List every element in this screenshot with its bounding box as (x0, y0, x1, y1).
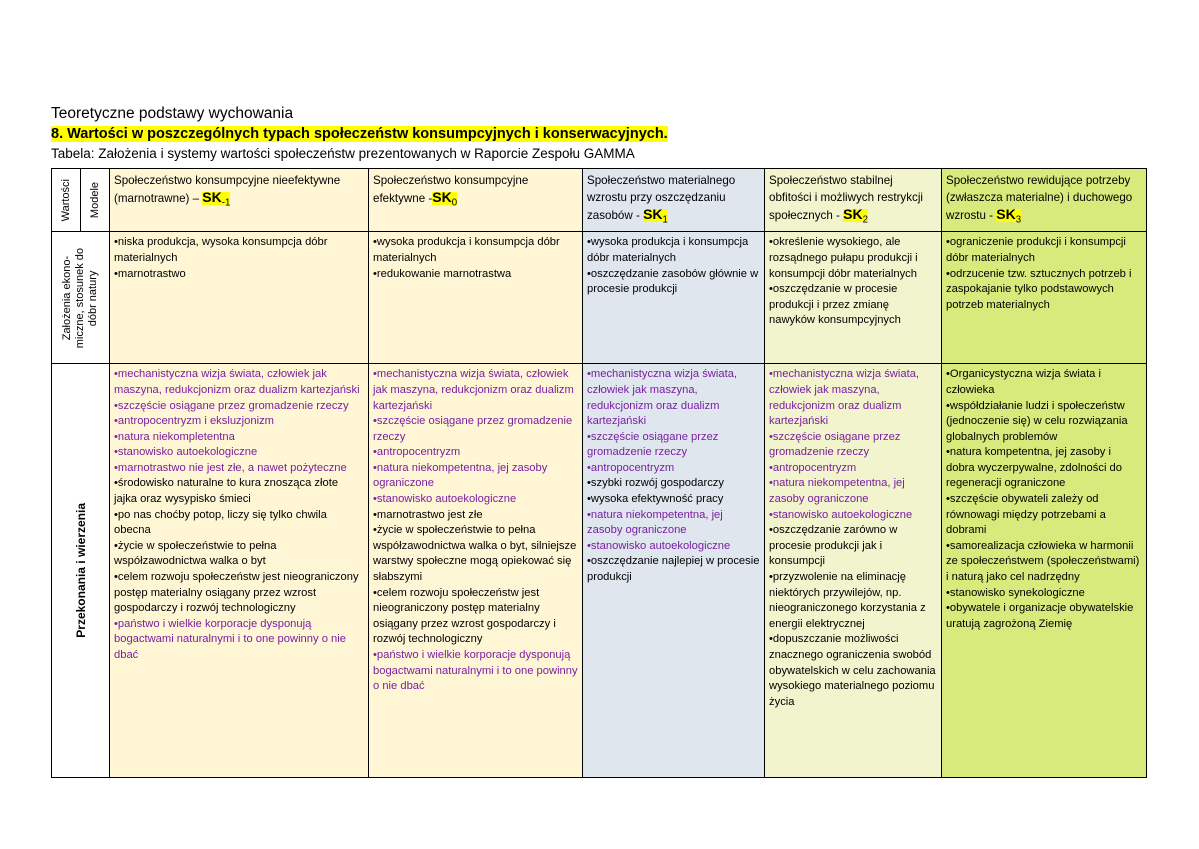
column-header-sk-1: Społeczeństwo konsumpcyjne nieefektywne (marnotrawne) – $SK_{-1}$ (110, 169, 369, 232)
corner-label-values: Wartości (52, 169, 81, 232)
cell-beliefs-sk0: •mechanistyczna wizja świata, człowiek jak maszyna, redukcjonizm oraz dualizm kartezjański •szczęście osiągane przez gromadzenie rzeczy •antropocentryzm •natura niekompetentna, jej zasoby ograniczone •stanowisko autoekologiczne •marnotrastwo jest złe •życie w społeczeństwie to pełna współzawodnictwa walka o byt, silniejsze warstwy społeczne mogą opiekować się słabszymi •celem rozwoju społeczeństw jest nieograniczony postęp materialny osiągany przez wzrost gospodarczy i rozwój technologiczny •państwo i wielkie korporacje dysponują bogactwami naturalnymi i to one powinny o nie dbać (369, 364, 583, 778)
section-title (51, 124, 1146, 144)
document (51, 104, 1146, 778)
cell-beliefs-sk-1: •mechanistyczna wizja świata, człowiek jak maszyna, redukcjonizm oraz dualizm kartezjański •szczęście osiągane przez gromadzenie rzeczy •antropocentryzm i eksluzjonizm •natura niekompletentna •stanowisko autoekologiczne •marnotrastwo nie jest złe, a nawet pożyteczne •środowisko naturalne to kura znosząca złote jajka oraz wysypisko śmieci •po nas choćby potop, liczy się tylko chwila obecna •życie w społeczeństwie to pełna współzawodnictwa walka o byt •celem rozwoju społeczeństw jest nieograniczony postęp materialny osiągany przez wzrost gospodarczy i rozwój technologiczny •państwo i wielkie korporacje dysponują bogactwami naturalnymi i to one powinny o nie dbać (110, 364, 369, 778)
table-header-row (52, 169, 1147, 232)
column-header-sk0: Społeczeństwo konsumpcyjne efektywne $-SK_0$ (369, 169, 583, 232)
economic-row (52, 232, 1147, 364)
beliefs-row (52, 364, 1147, 778)
document-subtitle: Teoretyczne podstawy wychowania (51, 105, 294, 122)
cell-beliefs-sk3: •Organicystyczna wizja świata i człowieka •współdziałanie ludzi i społeczeństw (jednoczenie się) w celu rozwiązania globalnych problemów •natura kompetentna, jej zasoby i dobra wyczerpywalne, zdolności do regeneracji ograniczone •szczęście obywateli zależy od równowagi między potrzebami a dobrami •samorealizacja człowieka w harmonii ze społeczeństwem (społeczeństwami) i naturą jako cel nadrzędny •stanowisko synekologiczne •obywatele i organizacje obywatelskie uratują zagrożoną Ziemię (942, 364, 1147, 778)
row-label-economic: Założenia ekono- miczne, stosunek do dóbr natury (52, 232, 110, 364)
cell-economic-sk1: •wysoka produkcja i konsumpcja dóbr materialnych •oszczędzanie zasobów głównie w procesie produkcji (583, 232, 765, 364)
cell-beliefs-sk2: •mechanistyczna wizja świata, człowiek jak maszyna, redukcjonizm oraz dualizm kartezjański •szczęście osiągane przez gromadzenie rzeczy •antropocentryzm •natura niekompetentna, jej zasoby ograniczone •stanowisko autoekologiczne •oszczędzanie zarówno w procesie produkcji jak i konsumpcji •przyzwolenie na eliminację niektórych przywilejów, np. nieograniczonego korzystania z energii elektrycznej •dopuszczanie możliwości znacznego ograniczenia swobód obywatelskich w celu zachowania wysokiego materialnego poziomu życia (765, 364, 942, 778)
row-label-beliefs: Przekonania i wierzenia (52, 364, 110, 778)
column-header-sk2: Społeczeństwo stabilnej obfitości i możliwych restrykcji społecznych - $SK_2$ (765, 169, 942, 232)
cell-beliefs-sk1: •mechanistyczna wizja świata, człowiek jak maszyna, redukcjonizm oraz dualizm kartezjański •szczęście osiągane przez gromadzenie rzeczy •antropocentryzm •szybki rozwój gospodarczy •wysoka efektywność pracy •natura niekompetentna, jej zasoby ograniczone •stanowisko autoekologiczne •oszczędzanie najlepiej w procesie produkcji (583, 364, 765, 778)
column-header-sk3: Społeczeństwo rewidujące potrzeby (zwłaszcza materialne) i duchowego wzrostu - $SK_3$ (942, 169, 1147, 232)
column-header-sk1: Społeczeństwo materialnego wzrostu przy oszczędzaniu zasobów - $SK_1$ (583, 169, 765, 232)
corner-label-models: Modele (81, 169, 110, 232)
table-caption: Tabela: Założenia i systemy wartości społeczeństw prezentowanych w Raporcie Zespołu GAMMA (51, 146, 635, 161)
values-table (51, 168, 1147, 778)
cell-economic-sk-1: •niska produkcja, wysoka konsumpcja dóbr materialnych •marnotrastwo (110, 232, 369, 364)
cell-economic-sk2: •określenie wysokiego, ale rozsądnego pułapu produkcji i konsumpcji dóbr materialnych •oszczędzanie w procesie produkcji i przez zmianę nawyków konsumpcyjnych (765, 232, 942, 364)
cell-economic-sk0: •wysoka produkcja i konsumpcja dóbr materialnych •redukowanie marnotrastwa (369, 232, 583, 364)
section-title-text: 8. Wartości w poszczególnych typach społeczeństw konsumpcyjnych i konserwacyjnych. (51, 126, 668, 142)
cell-economic-sk3: •ograniczenie produkcji i konsumpcji dóbr materialnych •odrzucenie tzw. sztucznych potrzeb i zaspokajanie tylko podstawowych potrzeb materialnych (942, 232, 1147, 364)
